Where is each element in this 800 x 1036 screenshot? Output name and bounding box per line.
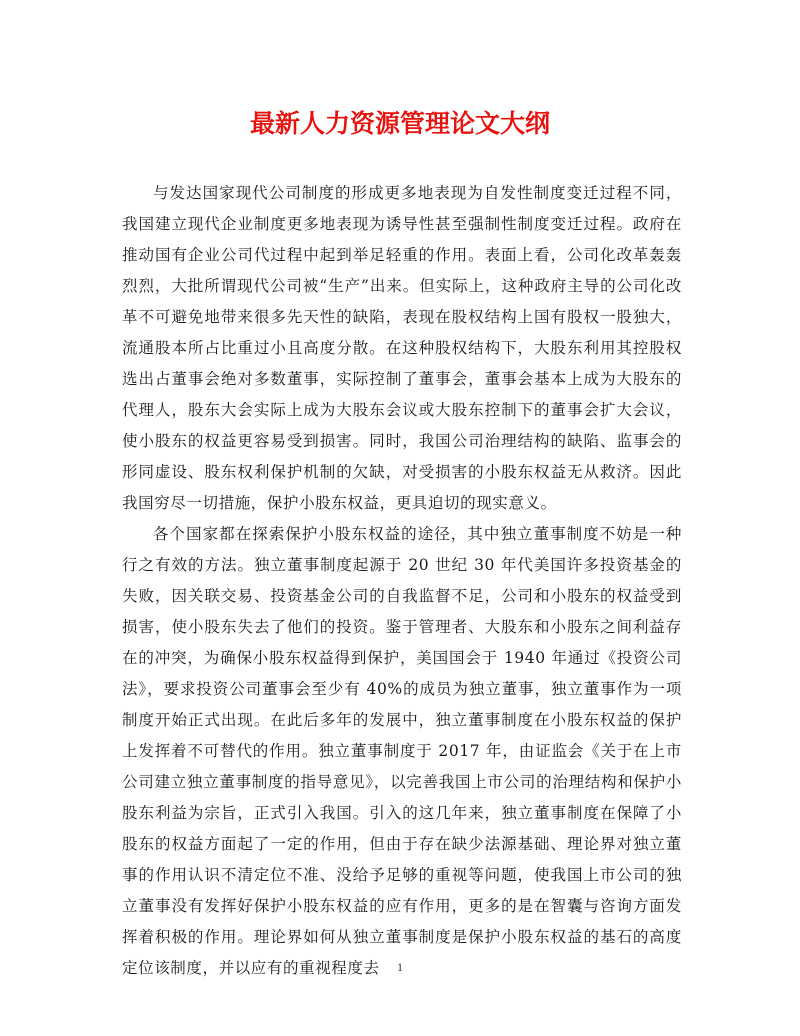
paragraph-1: 与发达国家现代公司制度的形成更多地表现为自发性制度变迁过程不同，我国建立现代企业制度更多地表现为诱导性甚至强制性制度变迁过程。政府在推动国有企业公司代过程中起到举足轻重的作用。表面上看，公司化改革轰轰烈烈，大批所谓现代公司被“生产”出来。但实际上，这种政府主导的公司化改革不可避免地带来很多先天性的缺陷，表现在股权结构上国有股权一股独大，流通股本所占比重过小且高度分散。在这种股权结构下，大股东利用其控股权选出占董事会绝对多数董事，实际控制了董事会，董事会基本上成为大股东的代理人，股东大会实际上成为大股东会议或大股东控制下的董事会扩大会议，使小股东的权益更容易受到损害。同时，我国公司治理结构的缺陷、监事会的形同虚设、股东权利保护机制的欠缺，对受损害的小股东权益无从救济。因此我国穷尽一切措施，保护小股东权益，更具迫切的现实意义。 [122, 184, 682, 512]
page-number: 1 [397, 960, 403, 974]
paragraph-2: 各个国家都在探索保护小股东权益的途径，其中独立董事制度不妨是一种行之有效的方法。独立董事制度起源于 20 世纪 30 年代美国许多投资基金的失败，因关联交易、投资基金公司的自我监督不足，公司和小股东的权益受到损害，使小股东失去了他们的投资。鉴于管理者、大股东和小股东之间利益存在的冲突，为确保小股东权益得到保护，美国国会于 1940 年通过《投资公司法》，要求投资公司董事会至少有 40%的成员为独立董事，独立董事作为一项制度开始正式出现。在此后多年的发展中，独立董事制度在小股东权益的保护上发挥着不可替代的作用。独立董事制度于 2017 年，由证监会《关于在上市公司建立独立董事制度的指导意见》，以完善我国上市公司的治理结构和保护小股东利益为宗旨，正式引入我国。引入的这几年来，独立董事制度在保障了小股东的权益方面起了一定的作用，但由于存在缺少法源基础、理论界对独立董事的作用认识不清定位不准、没给予足够的重视等问题，使我国上市公司的独立董事没有发挥好保护小股东权益的应有作用，更多的是在智囊与咨询方面发挥着积极的作用。理论界如何从独立董事制度是保护小股东权益的基石的高度定位该制度，并以应有的重视程度去 [122, 525, 682, 977]
document-title: 最新人力资源管理论文大纲 [249, 109, 550, 138]
document-body [122, 178, 682, 984]
